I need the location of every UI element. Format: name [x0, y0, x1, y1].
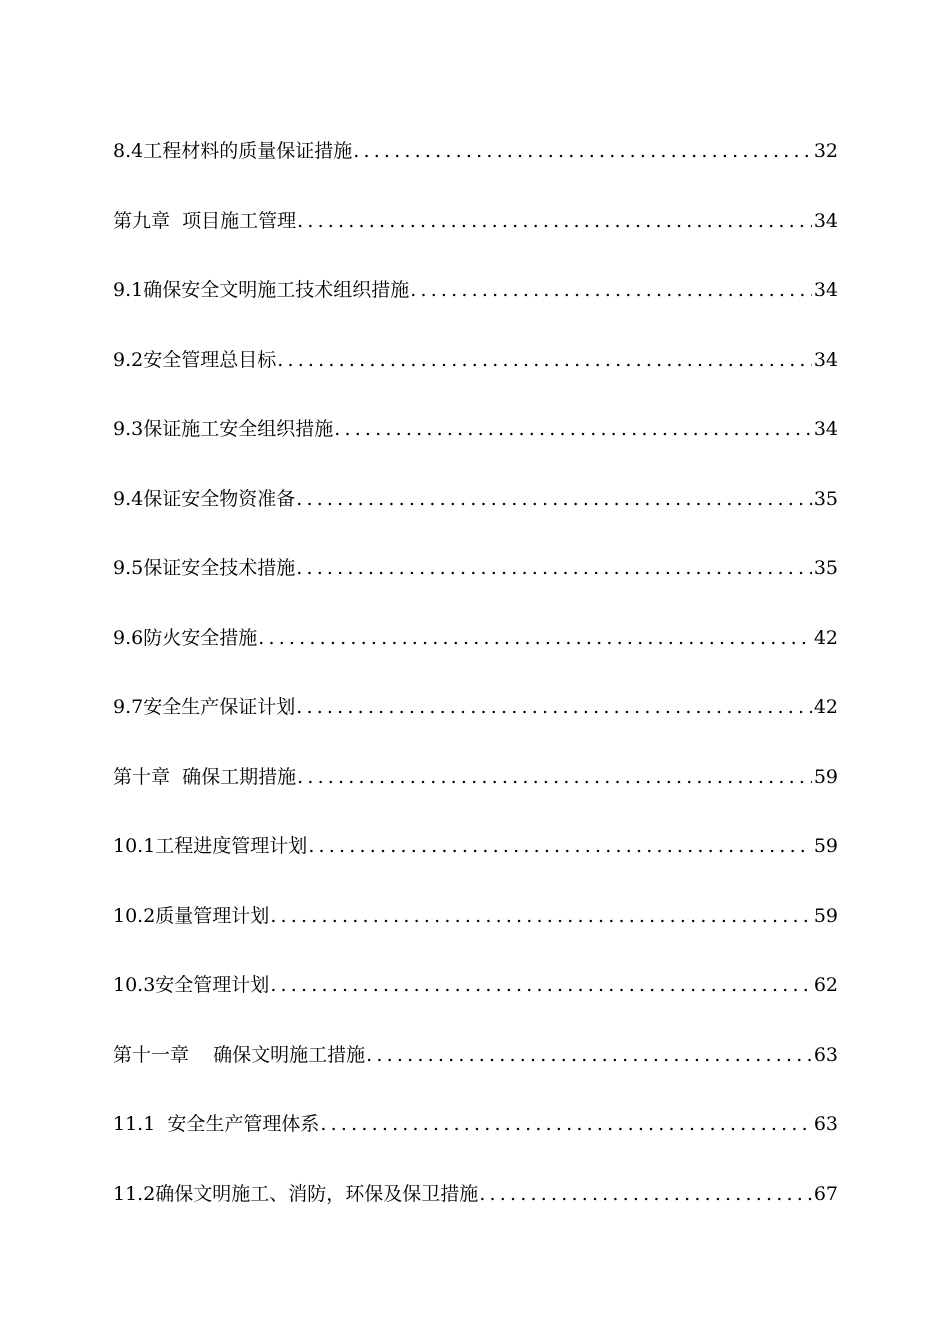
toc-entry[interactable] — [113, 411, 838, 481]
toc-dot-leader — [296, 689, 812, 725]
toc-dot-leader — [270, 967, 812, 1003]
toc-entry-title: 9.7安全生产保证计划 — [113, 696, 296, 718]
toc-entry[interactable] — [113, 898, 838, 968]
toc-entry-title: 9.2安全管理总目标 — [113, 348, 277, 371]
toc-dot-leader — [296, 550, 812, 586]
toc-entry-title: 9.6防火安全措施 — [113, 626, 258, 649]
toc-entry[interactable] — [113, 967, 838, 1037]
toc-entry-page: 63 — [813, 1113, 838, 1135]
toc-entry-title: 9.1确保安全文明施工技术组织措施 — [113, 279, 410, 301]
toc-entry[interactable] — [113, 342, 838, 412]
toc-entry-page: 35 — [813, 557, 838, 579]
toc-entry[interactable] — [113, 1037, 838, 1107]
toc-entry-title: 9.4保证安全物资准备 — [113, 487, 296, 510]
toc-entry-title: 11.2确保文明施工、消防，环保及保卫措施 — [113, 1182, 479, 1205]
toc-entry-title: 第九章 项目施工管理 — [113, 209, 297, 232]
toc-entry-page: 35 — [813, 487, 838, 510]
toc-dot-leader — [297, 203, 812, 239]
toc-entry[interactable] — [113, 1106, 838, 1176]
toc-entry-title: 第十一章 确保文明施工措施 — [113, 1043, 366, 1066]
toc-entry-title: 第十章 确保工期措施 — [113, 765, 297, 788]
toc-entry-title: 9.3保证施工安全组织措施 — [113, 418, 334, 440]
toc-entry[interactable] — [113, 620, 838, 690]
toc-dot-leader — [308, 828, 812, 864]
toc-entry[interactable] — [113, 203, 838, 273]
toc-dot-leader — [334, 411, 812, 447]
toc-entry-page: 32 — [813, 140, 838, 162]
toc-dot-leader — [258, 620, 812, 656]
toc-entry[interactable] — [113, 272, 838, 342]
toc-entry-title: 8.4工程材料的质量保证措施 — [113, 140, 353, 162]
toc-entry-page: 34 — [813, 348, 838, 371]
toc-entry-page: 62 — [813, 974, 838, 996]
toc-dot-leader — [366, 1037, 812, 1073]
toc-entry-page: 63 — [813, 1043, 838, 1066]
toc-entry-page: 34 — [813, 209, 838, 232]
toc-entry-title: 11.1 安全生产管理体系 — [113, 1113, 320, 1135]
toc-entry-title: 10.3安全管理计划 — [113, 974, 270, 996]
toc-dot-leader — [277, 342, 812, 378]
toc-entry[interactable] — [113, 1176, 838, 1246]
toc-entry-page: 59 — [813, 835, 838, 857]
toc-entry-page: 67 — [813, 1182, 838, 1205]
toc-entry-page: 42 — [813, 696, 838, 718]
toc-dot-leader — [296, 481, 812, 517]
toc-dot-leader — [479, 1176, 812, 1212]
toc-entry[interactable] — [113, 828, 838, 898]
toc-entry[interactable] — [113, 481, 838, 551]
toc-dot-leader — [410, 272, 812, 308]
toc-entry-page: 34 — [813, 418, 838, 440]
toc-entry[interactable] — [113, 550, 838, 620]
toc-entry-page: 34 — [813, 279, 838, 301]
toc-entry[interactable] — [113, 689, 838, 759]
toc-entry[interactable] — [113, 133, 838, 203]
toc-entry-page: 59 — [813, 765, 838, 788]
table-of-contents — [113, 133, 838, 1245]
toc-entry-page: 42 — [813, 626, 838, 649]
toc-entry-title: 9.5保证安全技术措施 — [113, 557, 296, 579]
toc-entry-title: 10.2质量管理计划 — [113, 904, 270, 927]
toc-entry-page: 59 — [813, 904, 838, 927]
toc-dot-leader — [320, 1106, 811, 1142]
toc-entry[interactable] — [113, 759, 838, 829]
toc-dot-leader — [297, 759, 812, 795]
toc-entry-title: 10.1工程进度管理计划 — [113, 835, 308, 857]
toc-dot-leader — [353, 133, 812, 169]
toc-dot-leader — [270, 898, 812, 934]
